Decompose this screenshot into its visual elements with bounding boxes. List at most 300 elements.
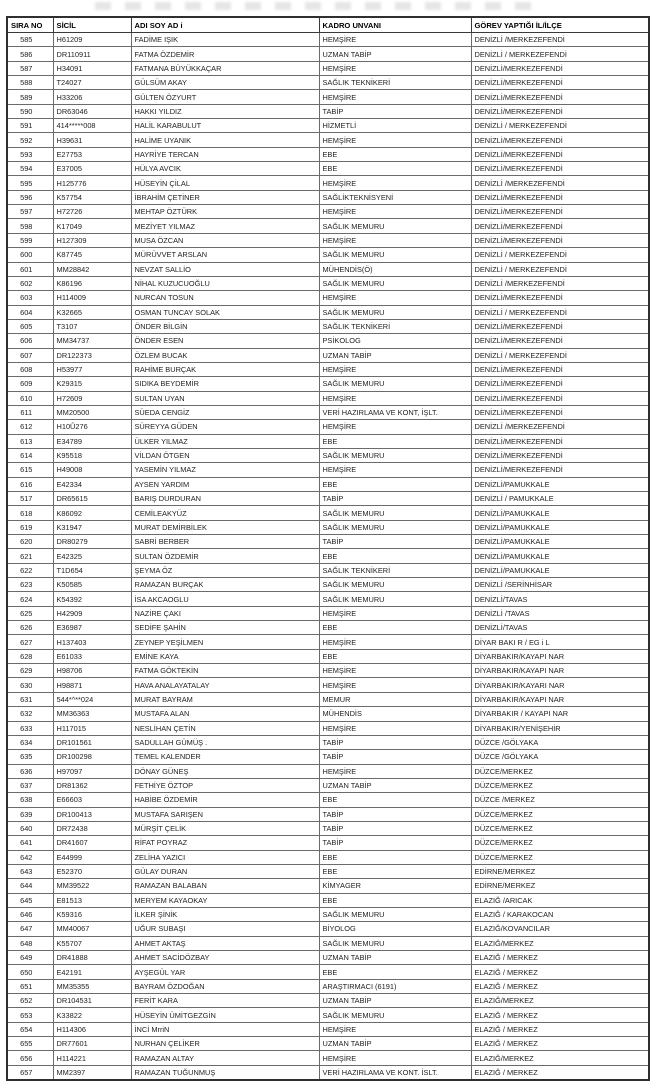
cell-sicil: E37005: [53, 162, 131, 176]
cell-kadro-unvani: TABİP: [319, 807, 471, 821]
cell-adi-soyadi: SEDİFE ŞAHİN: [131, 621, 319, 635]
cell-gorev-il-ilce: DENİZLİ/TAVAS: [471, 621, 649, 635]
cell-sicil: K32665: [53, 305, 131, 319]
cell-kadro-unvani: TABİP: [319, 750, 471, 764]
cell-adi-soyadi: HAYRİYE TERCAN: [131, 147, 319, 161]
table-row: [7, 119, 649, 133]
cell-adi-soyadi: NEVZAT SALLİO: [131, 262, 319, 276]
table-row: [7, 735, 649, 749]
table-row: [7, 463, 649, 477]
cell-adi-soyadi: MUSA ÖZCAN: [131, 233, 319, 247]
cell-sicil: H114009: [53, 291, 131, 305]
table-row: [7, 291, 649, 305]
cell-sicil: H53977: [53, 362, 131, 376]
cell-kadro-unvani: TABİP: [319, 735, 471, 749]
table-row: [7, 176, 649, 190]
cell-gorev-il-ilce: DENİZLİ/MERKEZEFENDİ: [471, 90, 649, 104]
cell-sicil: H34091: [53, 61, 131, 75]
cell-sira-no: 638: [7, 793, 53, 807]
cell-adi-soyadi: DÖNAY GÜNEŞ: [131, 764, 319, 778]
cell-gorev-il-ilce: DİYARBAKIR/KAYAPI NAR: [471, 664, 649, 678]
cell-gorev-il-ilce: DİYAR BAKI R / EG i L: [471, 635, 649, 649]
cell-sicil: E44999: [53, 850, 131, 864]
cell-gorev-il-ilce: DİYARBAKIR/KAYAPI NAR: [471, 649, 649, 663]
cell-gorev-il-ilce: DENİZLİ/MERKEZEFENDİ: [471, 391, 649, 405]
cell-sicil: E52370: [53, 864, 131, 878]
cell-kadro-unvani: HEMŞİRE: [319, 205, 471, 219]
table-row: [7, 1008, 649, 1022]
column-header-gorev-il-ilce: GÖREV YAPTIĞI İL/İLÇE: [471, 17, 649, 33]
cell-gorev-il-ilce: DÜZCE /MERKEZ: [471, 793, 649, 807]
cell-gorev-il-ilce: ELAZIĞ/MERKEZ: [471, 936, 649, 950]
cell-gorev-il-ilce: DENİZLİ/MERKEZEFENDİ: [471, 147, 649, 161]
cell-gorev-il-ilce: DENİZLİ/PAMUKKALE: [471, 563, 649, 577]
cell-kadro-unvani: HEMŞİRE: [319, 90, 471, 104]
cell-sira-no: 601: [7, 262, 53, 276]
cell-adi-soyadi: FATMA ÖZDEMİR: [131, 47, 319, 61]
cell-adi-soyadi: SÜEDA CENGİZ: [131, 405, 319, 419]
cell-sira-no: 624: [7, 592, 53, 606]
table-row: [7, 205, 649, 219]
cell-gorev-il-ilce: DENİZLİ / MERKEZEFENDİ: [471, 248, 649, 262]
cell-kadro-unvani: MEMUR: [319, 692, 471, 706]
table-row: [7, 936, 649, 950]
cell-kadro-unvani: SAĞLIK MEMURU: [319, 936, 471, 950]
cell-gorev-il-ilce: DENİZLİ/PAMUKKALE: [471, 506, 649, 520]
cell-kadro-unvani: SAĞLIK MEMURU: [319, 578, 471, 592]
cell-sira-no: 605: [7, 319, 53, 333]
cell-sicil: MM34737: [53, 334, 131, 348]
table-row: [7, 90, 649, 104]
cell-sira-no: 587: [7, 61, 53, 75]
cell-gorev-il-ilce: ELAZIĞ / MERKEZ: [471, 1022, 649, 1036]
cell-sicil: MM39522: [53, 879, 131, 893]
cell-gorev-il-ilce: DENİZLİ /MERKEZEFENDİ: [471, 276, 649, 290]
cell-sicil: MM28842: [53, 262, 131, 276]
cell-sira-no: 608: [7, 362, 53, 376]
cell-sicil: DR41607: [53, 836, 131, 850]
cell-adi-soyadi: NESLİHAN ÇETİN: [131, 721, 319, 735]
cell-gorev-il-ilce: DENİZLİ / MERKEZEFENDİ: [471, 262, 649, 276]
cell-kadro-unvani: EBE: [319, 850, 471, 864]
cell-gorev-il-ilce: DENİZLİ/MERKEZEFENDİ: [471, 434, 649, 448]
cell-gorev-il-ilce: ELAZIĞ / MERKEZ: [471, 1065, 649, 1080]
cell-gorev-il-ilce: DENİZLİ/PAMUKKALE: [471, 535, 649, 549]
cell-sicil: H125776: [53, 176, 131, 190]
cell-adi-soyadi: VİLDAN ÖTGEN: [131, 448, 319, 462]
cell-gorev-il-ilce: EDİRNE/MERKEZ: [471, 879, 649, 893]
table-row: [7, 563, 649, 577]
cell-sira-no: 615: [7, 463, 53, 477]
cell-kadro-unvani: HEMŞİRE: [319, 606, 471, 620]
cell-adi-soyadi: NİHAL KUZUCUOĞLU: [131, 276, 319, 290]
cell-gorev-il-ilce: DİYARBAKIR / KAYAPI NAR: [471, 707, 649, 721]
cell-sira-no: 653: [7, 1008, 53, 1022]
table-row: [7, 162, 649, 176]
cell-sira-no: 606: [7, 334, 53, 348]
cell-sira-no: 585: [7, 33, 53, 47]
cell-sicil: K87745: [53, 248, 131, 262]
table-row: [7, 147, 649, 161]
cell-kadro-unvani: MÜHENDİS(Ö): [319, 262, 471, 276]
cell-sicil: DR80279: [53, 535, 131, 549]
cell-gorev-il-ilce: ELAZIĞ / MERKEZ: [471, 1008, 649, 1022]
table-row: [7, 477, 649, 491]
cell-adi-soyadi: MERYEM KAYAOKAY: [131, 893, 319, 907]
cell-adi-soyadi: GÜLSÜM AKAY: [131, 76, 319, 90]
cell-kadro-unvani: EBE: [319, 162, 471, 176]
cell-adi-soyadi: MEHTAP ÖZTÜRK: [131, 205, 319, 219]
cell-kadro-unvani: HEMŞİRE: [319, 33, 471, 47]
cell-sicil: DR104531: [53, 994, 131, 1008]
cell-sira-no: 604: [7, 305, 53, 319]
cell-kadro-unvani: EBE: [319, 434, 471, 448]
cell-sicil: H114306: [53, 1022, 131, 1036]
cell-adi-soyadi: İNCİ MrriN: [131, 1022, 319, 1036]
table-header-row: [7, 17, 649, 33]
cell-kadro-unvani: SAĞLIK MEMURU: [319, 276, 471, 290]
cell-adi-soyadi: HALİL KARABULUT: [131, 119, 319, 133]
cell-adi-soyadi: AYSEN YARDIM: [131, 477, 319, 491]
cell-gorev-il-ilce: DENİZLİ /MERKEZEFENDİ: [471, 176, 649, 190]
cell-sicil: K29315: [53, 377, 131, 391]
cell-adi-soyadi: RAMAZAN ALTAY: [131, 1051, 319, 1065]
cell-gorev-il-ilce: DÜZCE/MERKEZ: [471, 807, 649, 821]
table-row: [7, 821, 649, 835]
table-row: [7, 922, 649, 936]
cell-sira-no: 641: [7, 836, 53, 850]
cell-kadro-unvani: KİMYAGER: [319, 879, 471, 893]
cell-kadro-unvani: UZMAN TABİP: [319, 1037, 471, 1051]
cell-sicil: K95518: [53, 448, 131, 462]
cell-sira-no: 647: [7, 922, 53, 936]
cell-gorev-il-ilce: DÜZCE /GÖLYAKA: [471, 735, 649, 749]
cell-sicil: K86196: [53, 276, 131, 290]
cell-gorev-il-ilce: DENİZLİ/MERKEZEFENDİ: [471, 377, 649, 391]
column-header-sicil: SİCİL: [53, 17, 131, 33]
cell-kadro-unvani: HEMŞİRE: [319, 391, 471, 405]
cell-adi-soyadi: İLKER ŞİNİK: [131, 907, 319, 921]
cell-gorev-il-ilce: DENİZLİ/MERKEZEFENDİ: [471, 463, 649, 477]
cell-sira-no: 657: [7, 1065, 53, 1080]
cell-sira-no: 586: [7, 47, 53, 61]
cell-adi-soyadi: MEZİYET YILMAZ: [131, 219, 319, 233]
cell-adi-soyadi: YASEMİN YILMAZ: [131, 463, 319, 477]
table-row: [7, 621, 649, 635]
cell-kadro-unvani: HEMŞİRE: [319, 61, 471, 75]
cell-sicil: DR81362: [53, 778, 131, 792]
cell-kadro-unvani: EBE: [319, 649, 471, 663]
cell-kadro-unvani: HEMŞİRE: [319, 664, 471, 678]
table-row: [7, 678, 649, 692]
cell-adi-soyadi: HALİME UYANIK: [131, 133, 319, 147]
cell-kadro-unvani: TABİP: [319, 104, 471, 118]
cell-adi-soyadi: ZEYNEP YEŞİLMEN: [131, 635, 319, 649]
cell-adi-soyadi: AHMET AKTAŞ: [131, 936, 319, 950]
cell-sicil: E42334: [53, 477, 131, 491]
cell-kadro-unvani: EBE: [319, 549, 471, 563]
cell-kadro-unvani: EBE: [319, 864, 471, 878]
cell-sira-no: 631: [7, 692, 53, 706]
table-row: [7, 1037, 649, 1051]
cell-sicil: H39631: [53, 133, 131, 147]
table-row: [7, 707, 649, 721]
cell-kadro-unvani: ARAŞTIRMACI (6191): [319, 979, 471, 993]
cell-sira-no: 622: [7, 563, 53, 577]
cell-sicil: H72609: [53, 391, 131, 405]
cell-gorev-il-ilce: DİYARBAKIR/YENİŞEHİR: [471, 721, 649, 735]
cell-sicil: MM35355: [53, 979, 131, 993]
cell-adi-soyadi: GÜLAY DURAN: [131, 864, 319, 878]
cell-gorev-il-ilce: DENİZLİ/PAMUKKALE: [471, 549, 649, 563]
table-row: [7, 434, 649, 448]
cell-sira-no: 639: [7, 807, 53, 821]
cell-adi-soyadi: MUSTAFA SARIŞEN: [131, 807, 319, 821]
table-row: [7, 879, 649, 893]
cell-sira-no: 595: [7, 176, 53, 190]
cell-sicil: DR122373: [53, 348, 131, 362]
table-row: [7, 305, 649, 319]
table-row: [7, 405, 649, 419]
table-row: [7, 262, 649, 276]
cell-sicil: MM2397: [53, 1065, 131, 1080]
cell-kadro-unvani: SAĞLIK MEMURU: [319, 520, 471, 534]
cell-sira-no: 655: [7, 1037, 53, 1051]
cell-gorev-il-ilce: DENİZLİ/MERKEZEFENDİ: [471, 133, 649, 147]
cell-adi-soyadi: SIDIKA BEYDEMİR: [131, 377, 319, 391]
cell-sicil: DR41888: [53, 951, 131, 965]
cell-adi-soyadi: FATMANA BÜYÜKKAÇAR: [131, 61, 319, 75]
cell-sicil: K57754: [53, 190, 131, 204]
table-row: [7, 420, 649, 434]
cell-kadro-unvani: BİYOLOG: [319, 922, 471, 936]
cell-sira-no: 588: [7, 76, 53, 90]
cell-sicil: H42909: [53, 606, 131, 620]
cell-sira-no: 598: [7, 219, 53, 233]
cell-sicil: MM40067: [53, 922, 131, 936]
cell-kadro-unvani: SAĞLIK MEMURU: [319, 377, 471, 391]
table-row: [7, 348, 649, 362]
cell-gorev-il-ilce: DENİZLİ/MERKEZEFENDİ: [471, 219, 649, 233]
cell-gorev-il-ilce: DENİZLİ/TAVAS: [471, 592, 649, 606]
table-row: [7, 649, 649, 663]
cell-sira-no: 600: [7, 248, 53, 262]
cell-gorev-il-ilce: DENİZLİ/MERKEZEFENDİ: [471, 190, 649, 204]
table-row: [7, 807, 649, 821]
cell-sicil: H97097: [53, 764, 131, 778]
cell-kadro-unvani: HEMŞİRE: [319, 133, 471, 147]
table-row: [7, 391, 649, 405]
cell-adi-soyadi: NAZİRE ÇAKI: [131, 606, 319, 620]
cell-gorev-il-ilce: ELAZIĞ / MERKEZ: [471, 979, 649, 993]
cell-sira-no: 629: [7, 664, 53, 678]
cell-sira-no: 590: [7, 104, 53, 118]
cell-adi-soyadi: NURHAN ÇELİKER: [131, 1037, 319, 1051]
cell-sicil: H33206: [53, 90, 131, 104]
cell-gorev-il-ilce: DENİZLİ/MERKEZEFENDİ: [471, 104, 649, 118]
cell-sira-no: 649: [7, 951, 53, 965]
cell-kadro-unvani: HEMŞİRE: [319, 463, 471, 477]
cell-sira-no: 623: [7, 578, 53, 592]
table-row: [7, 793, 649, 807]
cell-adi-soyadi: ZELİHA YAZICI: [131, 850, 319, 864]
cell-adi-soyadi: MURAT DEMİRBİLEK: [131, 520, 319, 534]
cell-sicil: K54392: [53, 592, 131, 606]
cell-adi-soyadi: MURAT BAYRAM: [131, 692, 319, 706]
cell-sicil: H98871: [53, 678, 131, 692]
cell-kadro-unvani: VERİ HAZIRLAMA VE KONT, İŞLT.: [319, 405, 471, 419]
table-row: [7, 492, 649, 506]
cell-kadro-unvani: UZMAN TABİP: [319, 951, 471, 965]
cell-adi-soyadi: İSA AKCAOGLU: [131, 592, 319, 606]
table-row: [7, 47, 649, 61]
cell-kadro-unvani: EBE: [319, 793, 471, 807]
cell-adi-soyadi: MUSTAFA ALAN: [131, 707, 319, 721]
cell-sicil: DR63046: [53, 104, 131, 118]
cell-kadro-unvani: EBE: [319, 893, 471, 907]
cell-sira-no: 610: [7, 391, 53, 405]
cell-kadro-unvani: SAĞLIK MEMURU: [319, 592, 471, 606]
cell-sira-no: 616: [7, 477, 53, 491]
table-row: [7, 836, 649, 850]
table-row: [7, 535, 649, 549]
table-row: [7, 233, 649, 247]
cell-kadro-unvani: SAĞLIK MEMURU: [319, 506, 471, 520]
cell-adi-soyadi: ÜLKER YILMAZ: [131, 434, 319, 448]
table-row: [7, 276, 649, 290]
cell-sicil: DR65615: [53, 492, 131, 506]
cell-sira-no: 637: [7, 778, 53, 792]
table-row: [7, 578, 649, 592]
cell-gorev-il-ilce: DENİZLİ/MERKEZEFENDİ: [471, 162, 649, 176]
cell-sira-no: 592: [7, 133, 53, 147]
table-row: [7, 764, 649, 778]
cell-gorev-il-ilce: DENİZLİ/PAMUKKALE: [471, 477, 649, 491]
cell-adi-soyadi: UĞUR SUBAŞI: [131, 922, 319, 936]
cell-sira-no: 594: [7, 162, 53, 176]
cell-sicil: MM36363: [53, 707, 131, 721]
cell-sira-no: 642: [7, 850, 53, 864]
cell-adi-soyadi: SULTAN ÖZDEMİR: [131, 549, 319, 563]
cell-sicil: H10Û276: [53, 420, 131, 434]
cell-kadro-unvani: SAĞLIK MEMURU: [319, 219, 471, 233]
table-row: [7, 448, 649, 462]
cell-sira-no: 602: [7, 276, 53, 290]
cell-sicil: K50585: [53, 578, 131, 592]
cell-kadro-unvani: HEMŞİRE: [319, 176, 471, 190]
cell-adi-soyadi: HAKKI YILDIZ: [131, 104, 319, 118]
cell-kadro-unvani: HEMŞİRE: [319, 1051, 471, 1065]
cell-sira-no: 650: [7, 965, 53, 979]
cell-sicil: H117015: [53, 721, 131, 735]
cell-gorev-il-ilce: ELAZIĞ/MERKEZ: [471, 1051, 649, 1065]
cell-kadro-unvani: EBE: [319, 477, 471, 491]
cell-sira-no: 614: [7, 448, 53, 462]
cell-gorev-il-ilce: ELAZIĞ / MERKEZ: [471, 1037, 649, 1051]
cell-gorev-il-ilce: DİYARBAKIR/KAYAPI NAR: [471, 692, 649, 706]
cell-adi-soyadi: SULTAN UYAN: [131, 391, 319, 405]
column-header-sira-no: SIRA NO: [7, 17, 53, 33]
cell-kadro-unvani: HEMŞİRE: [319, 764, 471, 778]
cell-adi-soyadi: RAMAZAN BURÇAK: [131, 578, 319, 592]
table-row: [7, 377, 649, 391]
cell-sira-no: 645: [7, 893, 53, 907]
cell-gorev-il-ilce: DÜZCE/MERKEZ: [471, 836, 649, 850]
cell-adi-soyadi: ŞEYMA ÖZ: [131, 563, 319, 577]
table-row: [7, 549, 649, 563]
cell-sira-no: 635: [7, 750, 53, 764]
cell-sira-no: 648: [7, 936, 53, 950]
cell-kadro-unvani: TABİP: [319, 821, 471, 835]
cell-adi-soyadi: SADULLAH GÜMÜŞ .: [131, 735, 319, 749]
cell-sira-no: 633: [7, 721, 53, 735]
table-row: [7, 319, 649, 333]
cell-adi-soyadi: İBRAHİM ÇETİNER: [131, 190, 319, 204]
table-row: [7, 248, 649, 262]
cell-gorev-il-ilce: DENİZLİ/MERKEZEFENDİ: [471, 76, 649, 90]
cell-sira-no: 628: [7, 649, 53, 663]
cell-sicil: K17049: [53, 219, 131, 233]
cell-sicil: K59316: [53, 907, 131, 921]
cell-sira-no: 652: [7, 994, 53, 1008]
table-row: [7, 965, 649, 979]
cell-sira-no: 625: [7, 606, 53, 620]
table-row: [7, 520, 649, 534]
cell-sicil: H98706: [53, 664, 131, 678]
cell-adi-soyadi: RAMAZAN TUĞUNMUŞ: [131, 1065, 319, 1080]
cell-gorev-il-ilce: DENİZLİ / PAMUKKALE: [471, 492, 649, 506]
cell-sicil: T24027: [53, 76, 131, 90]
table-row: [7, 979, 649, 993]
cell-sicil: 544*^**024: [53, 692, 131, 706]
cell-kadro-unvani: UZMAN TABİP: [319, 47, 471, 61]
table-row: [7, 506, 649, 520]
cell-kadro-unvani: SAĞLIK MEMURU: [319, 305, 471, 319]
cell-sicil: DR100298: [53, 750, 131, 764]
personnel-roster-table: [6, 16, 650, 1081]
cell-adi-soyadi: RİFAT POYRAZ: [131, 836, 319, 850]
cell-adi-soyadi: HABİBE ÖZDEMİR: [131, 793, 319, 807]
cell-sicil: E42325: [53, 549, 131, 563]
table-row: [7, 850, 649, 864]
cell-sira-no: 634: [7, 735, 53, 749]
cell-sira-no: 611: [7, 405, 53, 419]
table-body: [7, 33, 649, 1081]
cell-adi-soyadi: HÜSEYİN ÇİLAL: [131, 176, 319, 190]
cell-sicil: DR101561: [53, 735, 131, 749]
cell-kadro-unvani: UZMAN TABİP: [319, 348, 471, 362]
cell-kadro-unvani: PSİKOLOG: [319, 334, 471, 348]
cell-sira-no: 607: [7, 348, 53, 362]
cell-adi-soyadi: FATMA GÖKTEKİN: [131, 664, 319, 678]
cell-kadro-unvani: TABİP: [319, 535, 471, 549]
cell-gorev-il-ilce: DENİZLİ /MERKEZEFENDİ: [471, 420, 649, 434]
table-row: [7, 334, 649, 348]
table-row: [7, 750, 649, 764]
cell-sicil: K33822: [53, 1008, 131, 1022]
cell-sira-no: 630: [7, 678, 53, 692]
cell-gorev-il-ilce: DENİZLİ / MERKEZEFENDİ: [471, 348, 649, 362]
cell-sira-no: 636: [7, 764, 53, 778]
cell-sira-no: 643: [7, 864, 53, 878]
cell-adi-soyadi: MÜRÜVVET ARSLAN: [131, 248, 319, 262]
table-row: [7, 592, 649, 606]
cell-sira-no: 619: [7, 520, 53, 534]
cell-gorev-il-ilce: DENİZLİ/MERKEZEFENDİ: [471, 233, 649, 247]
table-row: [7, 951, 649, 965]
cell-adi-soyadi: EMİNE KAYA: [131, 649, 319, 663]
cell-sicil: H72726: [53, 205, 131, 219]
